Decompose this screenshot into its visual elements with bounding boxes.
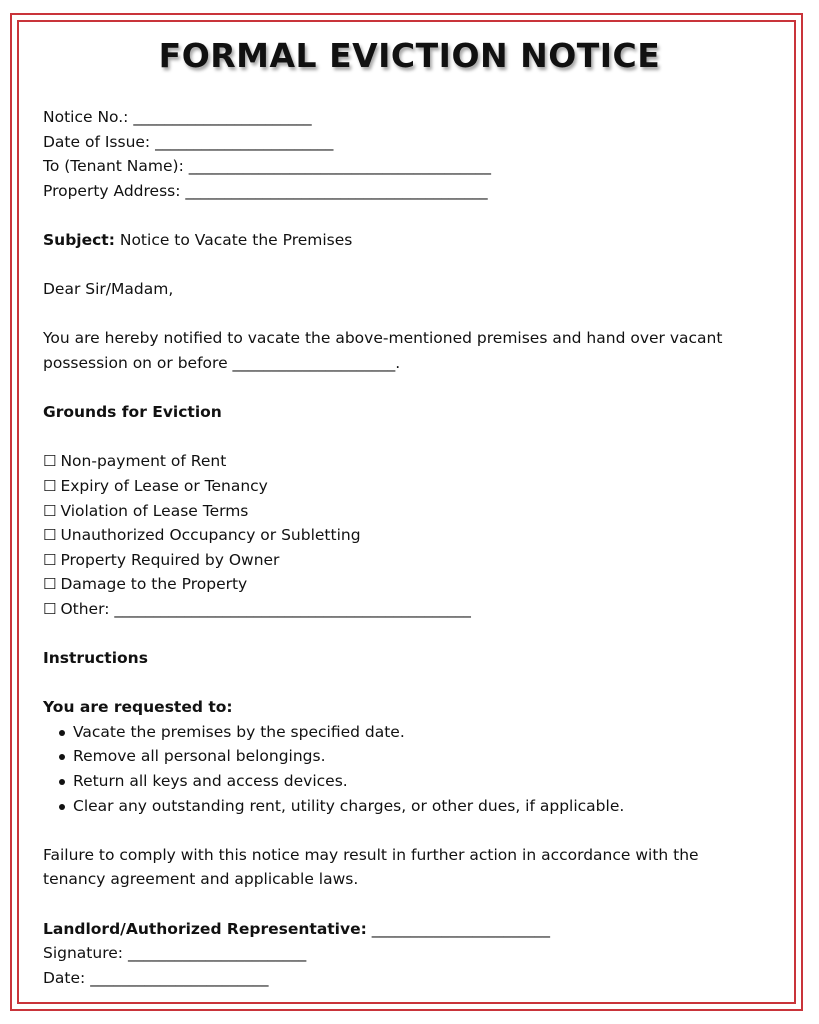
signature-blank: _______________________ (127, 944, 307, 963)
list-item: Vacate the premises by the specified date. (43, 720, 763, 745)
body-line-2: possession on or before _____________________. (43, 353, 401, 372)
representative-label: Landlord/Authorized Representative: (43, 919, 367, 938)
date-of-issue-blank: _______________________ (155, 132, 334, 151)
document-body (43, 105, 763, 990)
date-label: Date: (43, 968, 86, 987)
warning-line-2: tenancy agreement and applicable laws. (43, 870, 359, 889)
list-item: Clear any outstanding rent, utility charges, or other dues, if applicable. (43, 794, 763, 819)
subject-line (43, 228, 763, 253)
checkbox-icon[interactable]: ☐ (43, 599, 57, 618)
checkbox-icon[interactable]: ☐ (43, 526, 57, 545)
ground-item-label: Expiry of Lease or Tenancy (60, 476, 268, 495)
date-of-issue-field (43, 130, 763, 155)
ground-item (43, 474, 763, 499)
notice-number-blank: _______________________ (133, 108, 312, 126)
tenant-name-label: To (Tenant Name): (43, 157, 184, 176)
property-address-field (43, 179, 763, 204)
checkbox-icon[interactable]: ☐ (43, 501, 57, 520)
list-item: Remove all personal belongings. (43, 744, 763, 769)
checkbox-icon[interactable]: ☐ (43, 476, 57, 495)
ground-item (43, 523, 763, 548)
ground-item-label: Violation of Lease Terms (60, 501, 249, 520)
bullet-icon (59, 779, 65, 785)
ground-item-label: Property Required by Owner (60, 550, 280, 569)
date-of-issue-label: Date of Issue: (43, 132, 151, 151)
ground-item (43, 597, 763, 622)
representative-blank: _______________________ (371, 919, 550, 938)
warning-line-1: Failure to comply with this notice may result in further action in accordance with the (43, 845, 699, 864)
date-field (43, 966, 763, 991)
bullet-icon (59, 804, 65, 810)
tenant-name-field (43, 154, 763, 179)
subject-text: Notice to Vacate the Premises (119, 230, 353, 249)
ground-item (43, 449, 763, 474)
ground-item (43, 548, 763, 573)
ground-item-label: Damage to the Property (60, 575, 248, 594)
body-line-1: You are hereby notified to vacate the above-mentioned premises and hand over vacant (43, 329, 723, 348)
tenant-name-blank: _______________________________________ (188, 157, 491, 176)
instructions-list (43, 720, 763, 818)
checkbox-icon[interactable]: ☐ (43, 550, 57, 569)
ground-item-label: Other: ______________________________________________ (60, 599, 471, 618)
checkbox-icon[interactable]: ☐ (43, 575, 57, 594)
checkbox-icon[interactable]: ☐ (43, 452, 57, 471)
bullet-icon (59, 754, 65, 760)
document-title: FORMAL EVICTION NOTICE (158, 36, 661, 75)
property-address-label: Property Address: (43, 181, 181, 200)
notice-number-field (43, 105, 763, 130)
ground-item (43, 572, 763, 597)
ground-item-label: Unauthorized Occupancy or Subletting (60, 526, 361, 545)
ground-item (43, 499, 763, 524)
salutation: Dear Sir/Madam, (43, 280, 174, 299)
signature-field (43, 941, 763, 966)
instructions-heading: Instructions (43, 649, 148, 668)
notice-number-label: Notice No.: (43, 108, 129, 126)
property-address-blank: _______________________________________ (185, 181, 488, 200)
ground-item-label: Non-payment of Rent (60, 452, 227, 471)
instructions-intro: You are requested to: (43, 698, 233, 717)
signature-label: Signature: (43, 944, 123, 963)
representative-field (43, 917, 763, 942)
date-blank: _______________________ (90, 968, 269, 987)
grounds-heading: Grounds for Eviction (43, 403, 222, 422)
list-item: Return all keys and access devices. (43, 769, 763, 794)
subject-label: Subject: (43, 230, 115, 249)
bullet-icon (59, 730, 65, 736)
